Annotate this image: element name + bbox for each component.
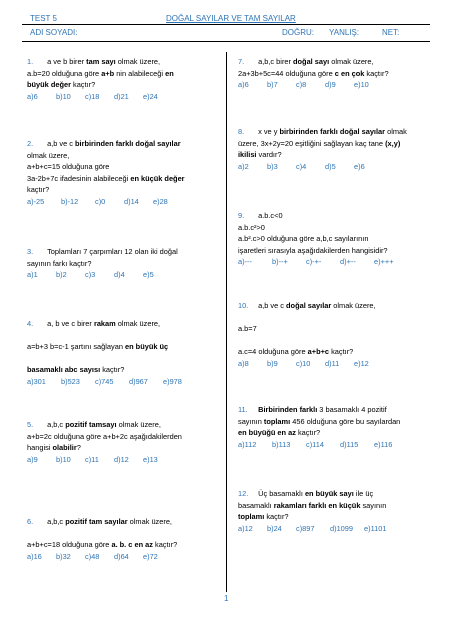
answer-option[interactable]: c)897 — [296, 523, 315, 533]
question-emphasis: a+b — [101, 68, 115, 78]
answer-option[interactable]: d)12 — [114, 454, 129, 464]
question-emphasis: pozitif tam sayılar — [65, 517, 128, 526]
answer-option[interactable]: d)4 — [114, 270, 125, 279]
question-text: kaçtır? — [100, 365, 125, 374]
question-text: kaçtır? — [264, 512, 289, 521]
question-text: sayının — [360, 500, 387, 510]
question-line — [27, 258, 227, 270]
question-line — [27, 419, 227, 431]
question-line — [238, 245, 438, 257]
question-text: olmak üzere, — [27, 150, 70, 160]
answer-option[interactable]: c)10 — [296, 358, 311, 368]
answer-option[interactable]: b)3 — [267, 161, 278, 171]
net-label: NET: — [382, 28, 400, 37]
question-line — [27, 173, 227, 185]
question-line — [27, 431, 227, 443]
answer-options — [238, 79, 438, 91]
question-text: a+b+c=18 olduğuna göre — [27, 540, 112, 549]
question-text: a.b=20 olduğuna göre — [27, 68, 102, 78]
answer-option[interactable]: d)+-- — [340, 257, 356, 266]
answer-options — [27, 551, 227, 563]
answer-option[interactable]: e)116 — [374, 439, 393, 449]
answer-option[interactable]: a)8 — [238, 358, 249, 368]
question-line — [238, 346, 438, 358]
question-number: 8. — [238, 127, 245, 136]
question-9 — [238, 210, 438, 268]
answer-option[interactable]: b)10 — [56, 91, 71, 101]
question-12 — [238, 488, 438, 534]
question-line — [238, 138, 438, 150]
answer-option[interactable]: b)523 — [61, 376, 80, 386]
question-text: ile üç — [353, 489, 374, 498]
question-emphasis: en büyüğü en az — [238, 428, 296, 437]
question-text: a,b,c — [47, 517, 66, 526]
wrong-label: YANLIŞ: — [329, 28, 360, 37]
answer-option[interactable]: e)10 — [354, 80, 369, 89]
answer-options — [27, 269, 227, 281]
question-text: kaçtır? — [329, 347, 354, 356]
question-emphasis: en — [165, 68, 174, 78]
answer-option[interactable]: a)16 — [27, 551, 42, 561]
question-line — [238, 56, 438, 68]
answer-option[interactable]: d)64 — [114, 551, 129, 561]
answer-option[interactable]: b)9 — [267, 358, 278, 368]
question-number: 6. — [27, 517, 34, 526]
answer-option[interactable]: e)978 — [163, 376, 182, 386]
answer-options — [27, 196, 227, 208]
question-line — [238, 488, 438, 500]
answer-option[interactable]: e)6 — [354, 161, 365, 171]
answer-option[interactable]: e)24 — [143, 91, 158, 101]
answer-option[interactable]: c)18 — [85, 91, 100, 101]
question-emphasis: ikilisi — [238, 150, 257, 159]
question-text: 2a+3b+5c=44 olduğuna göre — [238, 68, 335, 78]
question-text: olmak üzere, — [116, 420, 161, 429]
question-line — [27, 161, 227, 173]
question-text: hangisi — [27, 443, 53, 452]
question-text: 3 basamaklı 4 pozitif — [317, 405, 387, 414]
question-4 — [27, 318, 227, 387]
answer-option[interactable]: a)1 — [27, 270, 38, 279]
question-emphasis: a. b. c en az — [111, 540, 153, 549]
question-text: a,b,c — [47, 420, 66, 429]
question-emphasis: toplamı — [263, 416, 291, 426]
question-line — [27, 150, 227, 162]
answer-option[interactable]: e)+++ — [374, 257, 394, 266]
answer-option[interactable]: c)3 — [85, 270, 96, 279]
question-11 — [238, 404, 438, 450]
question-line — [238, 500, 438, 512]
question-line — [27, 516, 227, 528]
question-number: 11. — [238, 405, 248, 414]
answer-option[interactable]: b)2 — [56, 270, 67, 279]
answer-option[interactable]: a)12 — [238, 523, 253, 533]
question-text: x ve y — [258, 127, 280, 136]
question-text: olmak — [385, 127, 407, 136]
question-text: olmak üzere, — [331, 301, 376, 310]
question-emphasis: doğal sayılar — [286, 301, 332, 310]
answer-option[interactable]: d)5 — [325, 161, 336, 171]
question-text: nin alabileceği — [114, 68, 166, 78]
answer-option[interactable]: e)12 — [354, 358, 369, 368]
question-line — [238, 416, 438, 428]
question-emphasis: basamaklı abc sayısı — [27, 365, 101, 374]
question-text: a.b².c>0 olduğuna göre a,b,c sayılarının — [238, 234, 369, 243]
question-line — [27, 56, 227, 68]
question-emphasis: olabilir — [52, 443, 77, 452]
question-emphasis: büyük değer — [27, 80, 71, 89]
answer-option[interactable]: b)10 — [56, 454, 71, 464]
question-number: 5. — [27, 420, 34, 429]
question-line — [238, 335, 438, 347]
question-number: 10. — [238, 301, 249, 310]
question-text: a+b=2c olduğuna göre a+b+2c aşağıdakilerden — [27, 431, 182, 441]
question-text: olmak üzere, — [329, 57, 374, 66]
answer-options — [238, 439, 438, 451]
answer-option[interactable]: b)32 — [56, 551, 71, 561]
question-line — [27, 528, 227, 540]
answer-option[interactable]: c)8 — [296, 80, 307, 89]
question-text: olmak üzere, — [115, 319, 161, 328]
answer-option[interactable]: b)-12 — [61, 196, 79, 206]
question-line — [238, 300, 438, 312]
answer-option[interactable]: a)9 — [27, 454, 38, 464]
answer-option[interactable]: c)11 — [85, 454, 99, 464]
question-text: a.b=7 — [238, 324, 257, 333]
question-6 — [27, 516, 227, 562]
answer-options — [27, 376, 227, 388]
question-text: a, b ve c birer — [47, 319, 94, 328]
question-text: üzere, 3x+2y=20 eşitliğini sağlayan kaç tane — [238, 138, 386, 148]
question-text: vardır? — [256, 150, 282, 159]
question-text: Toplamları 7 çarpımları 12 olan iki doğal — [47, 247, 178, 256]
question-text: a=b+3 b=c-1 şartını sağlayan — [27, 342, 125, 351]
answer-options — [27, 454, 227, 466]
answer-option[interactable]: b)113 — [272, 439, 291, 449]
answer-option[interactable]: e)5 — [143, 270, 154, 279]
answer-option[interactable]: e)72 — [143, 551, 158, 561]
page-number: 1 — [224, 594, 229, 603]
question-number: 1. — [27, 57, 34, 66]
page-title: DOĞAL SAYILAR VE TAM SAYILAR — [166, 14, 296, 23]
question-emphasis: rakam — [93, 319, 116, 328]
question-number: 9. — [238, 211, 245, 220]
question-text: kaçtır? — [152, 540, 178, 549]
question-text: 3a-2b+7c ifadesinin alabileceği — [27, 173, 131, 183]
question-text: kaçtır? — [295, 428, 321, 437]
question-text: kaçtır? — [27, 185, 50, 194]
question-emphasis: (x,y) — [385, 138, 401, 148]
question-line — [238, 210, 438, 222]
question-line — [238, 222, 438, 234]
header-top-rule — [22, 24, 430, 25]
question-line — [238, 68, 438, 80]
answer-option[interactable]: c)745 — [95, 376, 114, 386]
question-text: işaretleri sırasıyla aşağıdakilerden hangisidir? — [238, 245, 388, 255]
question-line — [27, 539, 227, 551]
question-line — [27, 330, 227, 342]
question-text: ? — [76, 443, 81, 452]
question-emphasis: en büyük sayı — [304, 489, 354, 498]
answer-options — [238, 256, 438, 268]
question-text: Üç basamaklı — [258, 489, 305, 498]
answer-option[interactable]: b)24 — [267, 523, 282, 533]
question-emphasis: birbirinden farklı doğal sayılar — [75, 139, 181, 148]
question-emphasis: birbirinden farklı doğal sayılar — [279, 127, 386, 136]
question-line — [27, 246, 227, 258]
question-number: 4. — [27, 319, 34, 328]
answer-option[interactable]: e)1101 — [364, 523, 387, 533]
question-text: kaçtır? — [70, 80, 96, 89]
answer-option[interactable]: c)4 — [296, 161, 307, 171]
question-text: sayının — [238, 416, 264, 426]
question-number: 2. — [27, 139, 34, 148]
question-text: a.b.c<0 — [258, 211, 283, 220]
answer-option[interactable]: a)--- — [238, 257, 252, 266]
question-emphasis: pozitif tamsayı — [65, 420, 117, 429]
question-text: kaçtır? — [364, 68, 389, 78]
test-label: TEST 5 — [30, 14, 57, 23]
question-text: 456 olduğuna göre bu sayılardan — [290, 416, 401, 426]
answer-option[interactable]: d)9 — [325, 80, 336, 89]
answer-options — [238, 358, 438, 370]
question-number: 7. — [238, 57, 245, 66]
answer-option[interactable]: c)-+- — [306, 257, 322, 266]
question-text: a,b,c birer — [258, 57, 294, 66]
answer-option[interactable]: d)14 — [124, 196, 139, 206]
question-text: a+b+c=15 olduğuna göre — [27, 162, 110, 171]
question-line — [238, 404, 438, 416]
question-text: basamaklı — [238, 500, 274, 510]
question-line — [238, 312, 438, 324]
question-text: a,b ve c — [258, 301, 287, 310]
question-text: a,b ve c — [47, 139, 76, 148]
question-text: olmak üzere, — [127, 517, 172, 526]
answer-option[interactable]: c)114 — [306, 439, 324, 449]
question-line — [27, 79, 227, 91]
question-2 — [27, 138, 227, 207]
name-label: ADI SOYADI: — [30, 28, 78, 37]
question-1 — [27, 56, 227, 102]
answer-option[interactable]: d)21 — [114, 91, 129, 101]
question-line — [27, 364, 227, 376]
answer-option[interactable]: d)967 — [129, 376, 148, 386]
question-8 — [238, 126, 438, 172]
question-line — [238, 126, 438, 138]
question-emphasis: toplamı — [238, 512, 265, 521]
question-emphasis: en küçük değer — [130, 173, 185, 183]
question-emphasis: tam sayı — [86, 57, 116, 66]
question-emphasis: en büyük üç — [125, 342, 169, 351]
question-text: sayının farkı kaçtır? — [27, 258, 92, 268]
question-line — [27, 68, 227, 80]
header-bottom-rule — [22, 41, 430, 42]
answer-option[interactable]: a)301 — [27, 376, 46, 386]
correct-label: DOĞRU: — [282, 28, 314, 37]
question-emphasis: doğal sayı — [293, 57, 330, 66]
answer-option[interactable]: b)--+ — [272, 257, 288, 266]
answer-option[interactable]: a)6 — [27, 91, 38, 101]
question-number: 3. — [27, 247, 34, 256]
answer-option[interactable]: e)28 — [153, 196, 168, 206]
question-text: a.c=4 olduğuna göre — [238, 347, 308, 356]
answer-option[interactable]: e)13 — [143, 454, 158, 464]
answer-option[interactable]: c)48 — [85, 551, 100, 561]
question-number: 12. — [238, 489, 249, 498]
question-line — [238, 233, 438, 245]
answer-option[interactable]: d)115 — [340, 439, 359, 449]
question-line — [27, 138, 227, 150]
question-emphasis: rakamları farklı en küçük — [273, 500, 361, 510]
question-line — [238, 427, 438, 439]
question-10 — [238, 300, 438, 369]
question-emphasis: Birbirinden farklı — [258, 405, 318, 414]
question-line — [238, 149, 438, 161]
question-line — [27, 318, 227, 330]
question-text: a.b.c²>0 — [238, 222, 265, 232]
answer-options — [238, 161, 438, 173]
question-line — [238, 323, 438, 335]
question-line — [27, 442, 227, 454]
answer-option[interactable]: a)-25 — [27, 196, 45, 206]
answer-options — [238, 523, 438, 535]
answer-option[interactable]: d)1099 — [330, 523, 354, 533]
question-line — [27, 184, 227, 196]
question-line — [27, 353, 227, 365]
question-text: a ve b birer — [47, 57, 87, 66]
answer-option[interactable]: c)0 — [95, 196, 106, 206]
answer-option[interactable]: a)6 — [238, 80, 249, 89]
question-text: olmak üzere, — [115, 57, 161, 66]
question-3 — [27, 246, 227, 281]
question-line — [27, 341, 227, 353]
question-line — [238, 511, 438, 523]
question-emphasis: a+b+c — [307, 347, 330, 356]
question-7 — [238, 56, 438, 91]
answer-option[interactable]: a)2 — [238, 161, 249, 171]
answer-options — [27, 91, 227, 103]
question-5 — [27, 419, 227, 465]
answer-option[interactable]: b)7 — [267, 80, 278, 89]
answer-option[interactable]: a)112 — [238, 439, 257, 449]
question-emphasis: c en çok — [334, 68, 365, 78]
answer-option[interactable]: d)11 — [325, 358, 340, 368]
